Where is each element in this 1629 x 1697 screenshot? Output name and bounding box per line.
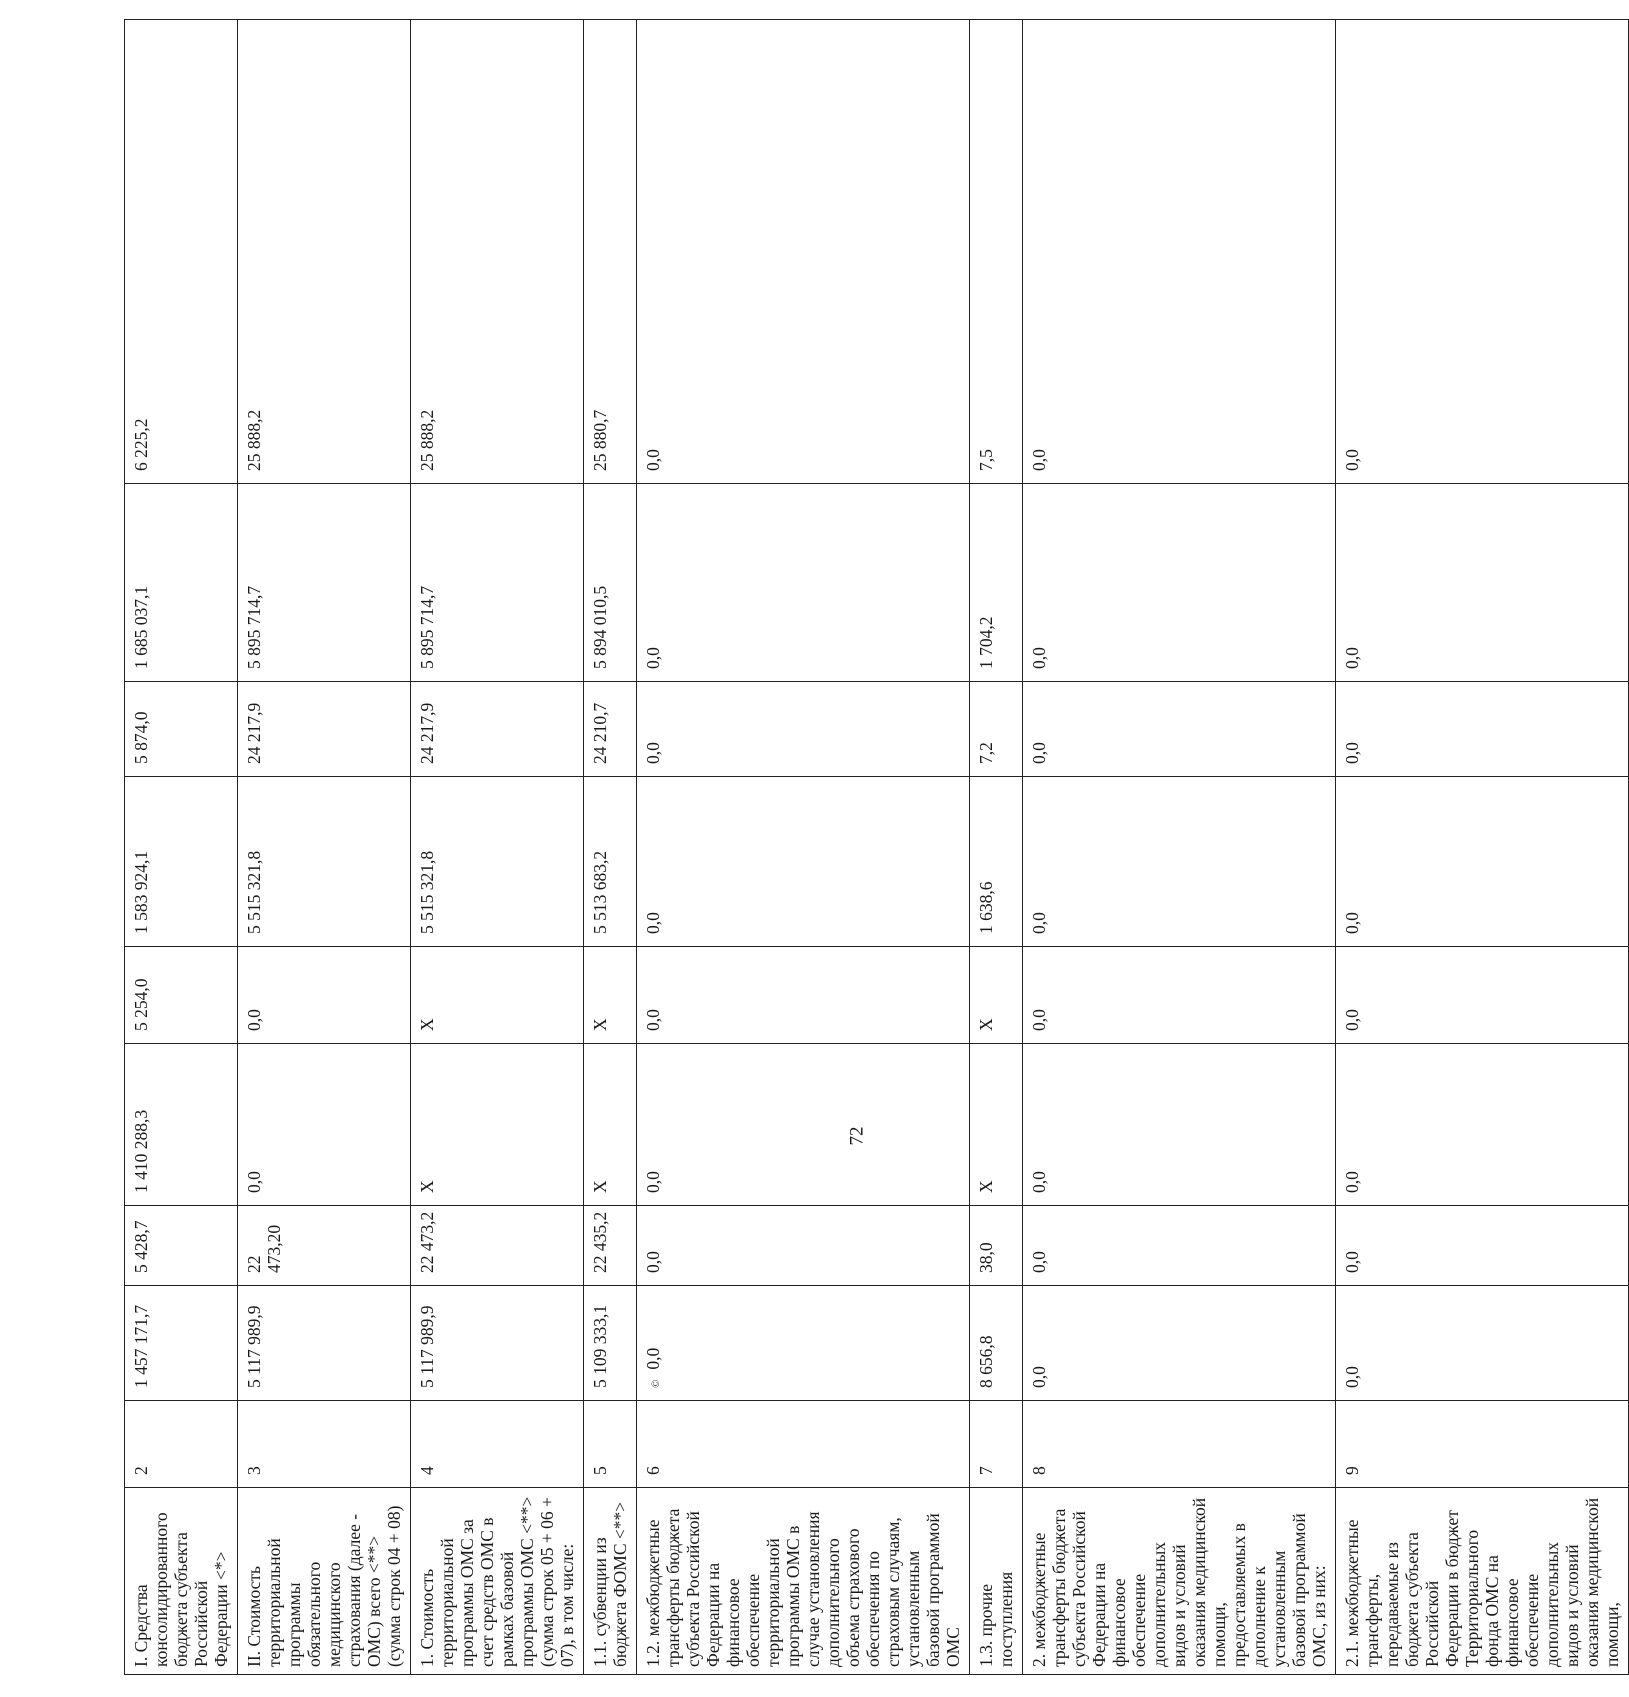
- table-cell: 0,0: [637, 20, 970, 484]
- table-cell: 24 217,9: [238, 682, 411, 777]
- table-cell: 0,0: [637, 1044, 970, 1206]
- table-cell: 22 473,20: [238, 1206, 411, 1286]
- table-cell: 0,0: [1336, 484, 1629, 682]
- table-cell: 24 217,9: [411, 682, 584, 777]
- table-cell: Х: [411, 947, 584, 1044]
- table-cell: 0,0: [1023, 20, 1336, 484]
- table-cell: 25 888,2: [238, 20, 411, 484]
- table-cell: Х: [970, 947, 1023, 1044]
- table-cell: 7,5: [970, 20, 1023, 484]
- table-cell: ©0,0: [637, 1286, 970, 1401]
- table-cell: 0,0: [1023, 1206, 1336, 1286]
- stamp-mark: ©: [650, 1379, 662, 1388]
- rotated-page: [124, 20, 1622, 1675]
- table-row: [238, 20, 411, 1675]
- table-cell: 0,0: [637, 682, 970, 777]
- table-cell: 38,0: [970, 1206, 1023, 1286]
- row-name: 2.1. межбюджетные трансферты, передаваемые из бюджета субъекта Российской Федерации в бюджет Территориального фонда ОМС на финансовое обеспечение дополнительных видов и условий оказания медицинской помощи,: [1336, 1488, 1629, 1675]
- table-cell: 5 513 683,2: [584, 777, 637, 947]
- table-row: [637, 20, 970, 1675]
- table-row: [1336, 20, 1629, 1675]
- table-cell: 0,0: [637, 777, 970, 947]
- row-code: 4: [411, 1401, 584, 1488]
- table-cell: Х: [970, 1044, 1023, 1206]
- table-cell: 22 473,2: [411, 1206, 584, 1286]
- row-name: 1.1. субвенции из бюджета ФОМС <**>: [584, 1488, 637, 1675]
- table-cell: 0,0: [1336, 1044, 1629, 1206]
- table-cell: Х: [584, 1044, 637, 1206]
- table-cell: 0,0: [637, 484, 970, 682]
- table-cell: 5 895 714,7: [411, 484, 584, 682]
- table-cell: 0,0: [1336, 20, 1629, 484]
- row-name: 2. межбюджетные трансферты бюджета субъекта Российской Федерации на финансовое обеспечение дополнительных видов и условий оказания медицинской помощи, предоставляемых в дополнение к установленным базовой программой ОМС, из них:: [1023, 1488, 1336, 1675]
- table-cell: 0,0: [637, 1206, 970, 1286]
- table-cell: 1 685 037,1: [125, 484, 238, 682]
- table-row: [970, 20, 1023, 1675]
- table-cell: 25 880,7: [584, 20, 637, 484]
- budget-table: [124, 19, 1629, 1675]
- table-cell: 1 638,6: [970, 777, 1023, 947]
- table-cell: 5 874,0: [125, 682, 238, 777]
- table-cell: 0,0: [238, 947, 411, 1044]
- table-row: [411, 20, 584, 1675]
- table-cell: 25 888,2: [411, 20, 584, 484]
- row-name: I. Средства консолидированного бюджета субъекта Российской Федерации <*>: [125, 1488, 238, 1675]
- row-name: 1.3. прочие поступления: [970, 1488, 1023, 1675]
- table-cell: 0,0: [238, 1044, 411, 1206]
- row-code: 6: [637, 1401, 970, 1488]
- table-row: [125, 20, 238, 1675]
- table-cell: 5 895 714,7: [238, 484, 411, 682]
- table-cell: 7,2: [970, 682, 1023, 777]
- table-cell: 5 117 989,9: [238, 1286, 411, 1401]
- table-cell: 0,0: [1023, 1286, 1336, 1401]
- table-cell: 0,0: [1336, 682, 1629, 777]
- table-cell: 0,0: [1023, 682, 1336, 777]
- table-cell: 0,0: [1023, 484, 1336, 682]
- table-cell: 1 704,2: [970, 484, 1023, 682]
- table-cell: 1 410 288,3: [125, 1044, 238, 1206]
- row-code: 3: [238, 1401, 411, 1488]
- table-cell: 0,0: [637, 947, 970, 1044]
- row-code: 2: [125, 1401, 238, 1488]
- table-cell: 0,0: [1023, 777, 1336, 947]
- row-code: 7: [970, 1401, 1023, 1488]
- table-cell: 24 210,7: [584, 682, 637, 777]
- page-number: 72: [846, 1126, 868, 1146]
- row-name: 1. Стоимость территориальной программы ОМС за счет средств ОМС в рамках базовой программы ОМС <**> (сумма строк 05 + 06 + 07), в том числе:: [411, 1488, 584, 1675]
- table-row: [584, 20, 637, 1675]
- table-cell: 0,0: [1336, 1286, 1629, 1401]
- row-code: 5: [584, 1401, 637, 1488]
- table-cell: Х: [411, 1044, 584, 1206]
- table-cell: 5 254,0: [125, 947, 238, 1044]
- row-code: 9: [1336, 1401, 1629, 1488]
- table-cell: 5 515 321,8: [238, 777, 411, 947]
- table-cell: 5 109 333,1: [584, 1286, 637, 1401]
- table-cell: 0,0: [1336, 777, 1629, 947]
- table-cell: Х: [584, 947, 637, 1044]
- table-cell: 1 583 924,1: [125, 777, 238, 947]
- table-cell: 1 457 171,7: [125, 1286, 238, 1401]
- table-cell: 0,0: [1023, 1044, 1336, 1206]
- row-code: 8: [1023, 1401, 1336, 1488]
- table-cell: 5 428,7: [125, 1206, 238, 1286]
- table-cell: 0,0: [1336, 947, 1629, 1044]
- table-cell: 6 225,2: [125, 20, 238, 484]
- table-cell: 22 435,2: [584, 1206, 637, 1286]
- table-cell: 5 117 989,9: [411, 1286, 584, 1401]
- table-cell: 0,0: [1023, 947, 1336, 1044]
- table-row: [1023, 20, 1336, 1675]
- table-cell: 5 515 321,8: [411, 777, 584, 947]
- table-cell: 5 894 010,5: [584, 484, 637, 682]
- row-name: 1.2. межбюджетные трансферты бюджета субъекта Российской Федерации на финансовое обеспечение территориальной программы ОМС в случае установления дополнительного объема страхового обеспечения по страховым случаям, установленным базовой программой ОМС: [637, 1488, 970, 1675]
- row-name: II. Стоимость территориальной программы обязательного медицинского страхования (далее - ОМС) всего <**> (сумма строк 04 + 08): [238, 1488, 411, 1675]
- table-cell: 0,0: [1336, 1206, 1629, 1286]
- table-cell: 8 656,8: [970, 1286, 1023, 1401]
